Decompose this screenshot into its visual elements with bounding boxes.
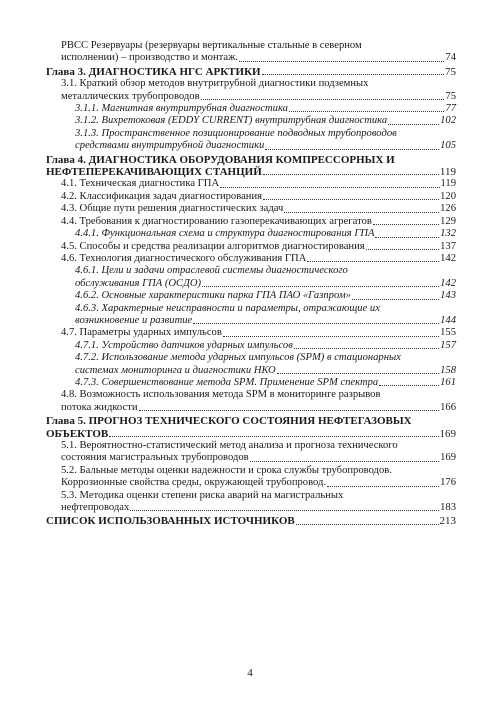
toc-entry-text: 5.3. Методика оценки степени риска аварий на магистральных — [61, 489, 344, 501]
toc-entry-text: 4.6.2. Основные характеристики парка ГПА ПАО «Газпром» — [75, 290, 351, 302]
toc-entry-text: НЕФТЕПЕРЕКАЧИВАЮЩИХ СТАНЦИЙ — [46, 166, 262, 179]
toc-page-number: 75 — [445, 90, 456, 102]
toc-entry[interactable] — [46, 327, 456, 339]
toc-page-number: 157 — [440, 339, 456, 351]
toc-entry-text: 4.6.1. Цели и задачи отраслевой системы диагностического — [75, 265, 348, 277]
toc-entry[interactable] — [46, 340, 456, 352]
toc-entry-text: 4.4. Требования к диагностированию газоперекачивающих агрегатов — [61, 215, 372, 227]
dot-leader — [201, 99, 445, 100]
toc-page-number: 102 — [440, 115, 456, 127]
toc-page-number: 169 — [439, 427, 456, 440]
toc-page-number: 213 — [439, 515, 456, 528]
dot-leader — [139, 410, 440, 411]
toc-entry[interactable] — [46, 115, 456, 127]
toc-entry-text: Глава 3. ДИАГНОСТИКА НГС АРКТИКИ — [46, 65, 261, 78]
toc-entry-text: СПИСОК ИСПОЛЬЗОВАННЫХ ИСТОЧНИКОВ — [46, 515, 295, 528]
toc-entry[interactable] — [46, 40, 456, 65]
dot-leader — [223, 336, 439, 337]
toc-entry-text: исполнении) – производство и монтаж. — [61, 52, 239, 64]
dot-leader — [263, 174, 439, 175]
toc-page-number: 75 — [445, 65, 456, 78]
dot-leader — [193, 323, 439, 324]
toc-entry-text: системах мониторинга и диагностики НКО — [75, 364, 276, 376]
toc-entry-text: потока жидкости — [61, 401, 138, 413]
dot-leader — [294, 348, 439, 349]
dot-leader — [265, 149, 439, 150]
dot-leader — [289, 111, 444, 112]
dot-leader — [307, 261, 439, 262]
toc-entry-text: металлических трубопроводов — [61, 90, 200, 102]
dot-leader — [130, 510, 439, 511]
toc-entry-text: Глава 5. ПРОГНОЗ ТЕХНИЧЕСКОГО СОСТОЯНИЯ НЕФТЕГАЗОВЫХ — [46, 415, 412, 428]
toc-entry[interactable] — [46, 465, 456, 490]
toc-entry-text: 4.8. Возможность использования метода SPM в мониторинге разрывов — [61, 389, 381, 401]
toc-entry-text: 4.7.3. Совершенствование метода SPM. Применение SPM спектра — [75, 376, 379, 388]
dot-leader — [277, 373, 439, 374]
dot-leader — [388, 124, 439, 125]
toc-entry-text: 4.2. Классификация задач диагностирования — [61, 190, 262, 202]
toc-entry-text: средствами внутритрубной диагностики — [75, 140, 265, 152]
toc-entry-text: 4.7.1. Устройство датчиков ударных импульсов — [75, 339, 293, 351]
toc-page-number: 183 — [440, 502, 456, 514]
toc-entry-text: 3.1. Краткий обзор методов внутритрубной диагностики подземных — [61, 78, 369, 90]
toc-entry-text: 5.1. Вероятностно-статистический метод анализа и прогноза технического — [61, 440, 398, 451]
toc-page-number: 161 — [440, 376, 456, 388]
toc-page-number: 176 — [440, 477, 456, 489]
page-number: 4 — [247, 667, 253, 679]
toc-entry-text: 4.7.2. Использование метода ударных импульсов (SPM) в стационарных — [75, 352, 401, 364]
toc-page-number: 166 — [440, 401, 456, 413]
toc-page-number: 158 — [440, 364, 456, 376]
dot-leader — [366, 249, 439, 250]
toc-page-number: 119 — [440, 178, 456, 190]
toc-entry[interactable] — [46, 352, 456, 377]
toc-entry-text: 4.6.3. Характерные неисправности и параметры, отражающие их — [75, 302, 380, 314]
toc-page-number: 144 — [440, 314, 456, 326]
toc-page-number: 142 — [440, 252, 456, 264]
toc-page-number: 105 — [440, 140, 456, 152]
toc-page-number: 132 — [440, 228, 456, 240]
dot-leader — [375, 237, 439, 238]
toc-page-number: 137 — [440, 240, 456, 252]
table-of-contents — [46, 40, 456, 528]
toc-entry-text: 4.6. Технология диагностического обслуживания ГПА — [61, 252, 307, 264]
toc-entry[interactable] — [46, 389, 456, 414]
toc-entry-text: обслуживания ГПА (ОСДО) — [75, 277, 202, 289]
toc-entry[interactable] — [46, 440, 456, 465]
dot-leader — [202, 286, 439, 287]
toc-entry-text: 3.1.1. Магнитная внутритрубная диагностика — [75, 103, 288, 115]
dot-leader — [262, 74, 444, 75]
toc-entry-text: 4.7. Параметры ударных импульсов — [61, 327, 222, 339]
toc-page-number: 143 — [440, 290, 456, 302]
toc-chapter-entry[interactable] — [46, 154, 456, 179]
toc-entry-text: состояния магистральных трубопроводов — [61, 452, 249, 464]
toc-entry[interactable] — [46, 78, 456, 103]
toc-entry-text: 4.1. Техническая диагностика ГПА — [61, 178, 220, 190]
dot-leader — [250, 461, 439, 462]
toc-entry[interactable] — [46, 191, 456, 203]
toc-entry-text: 4.5. Способы и средства реализации алгоритмов диагностирования — [61, 240, 365, 252]
toc-entry-text: РВСС Резервуары (резервуары вертикальные стальные в северном — [61, 40, 362, 51]
dot-leader — [296, 524, 439, 525]
toc-entry[interactable] — [46, 216, 456, 228]
toc-page-number: 120 — [440, 190, 456, 202]
toc-entry[interactable] — [46, 178, 456, 190]
dot-leader — [373, 224, 439, 225]
toc-entry[interactable] — [46, 265, 456, 290]
toc-entry-text: ОБЪЕКТОВ — [46, 427, 109, 440]
toc-entry[interactable] — [46, 290, 456, 302]
toc-entry-text: 3.1.3. Пространственное позиционирование подводных трубопроводов — [75, 127, 397, 139]
toc-chapter-entry[interactable] — [46, 415, 456, 440]
toc-page-number: 155 — [440, 327, 456, 339]
toc-page-number: 169 — [440, 452, 456, 464]
toc-entry-text: Коррозионные свойства среды, окружающей трубопровод. — [61, 477, 327, 489]
toc-page-number: 126 — [440, 203, 456, 215]
dot-leader — [379, 385, 439, 386]
toc-entry-text: возникновение и развитие — [75, 314, 193, 326]
dot-leader — [284, 212, 439, 213]
dot-leader — [327, 486, 439, 487]
toc-entry-text: 4.4.1. Функциональная схема и структура диагностирования ГПА — [75, 228, 375, 240]
toc-entry[interactable] — [46, 103, 456, 115]
toc-entry[interactable] — [46, 377, 456, 389]
toc-page-number: 119 — [439, 166, 456, 179]
dot-leader — [220, 187, 439, 188]
toc-page-number: 142 — [440, 277, 456, 289]
toc-entry-text: Глава 4. ДИАГНОСТИКА ОБОРУДОВАНИЯ КОМПРЕССОРНЫХ И — [46, 153, 395, 166]
toc-entry[interactable] — [46, 490, 456, 515]
toc-chapter-entry[interactable] — [46, 515, 456, 527]
toc-entry-text: 5.2. Бальные методы оценки надежности и срока службы трубопроводов. — [61, 464, 392, 476]
toc-entry[interactable] — [46, 241, 456, 253]
toc-entry[interactable] — [46, 228, 456, 240]
toc-entry[interactable] — [46, 253, 456, 265]
dot-leader — [352, 299, 439, 300]
toc-entry-text: нефтепроводах — [61, 502, 130, 514]
toc-entry[interactable] — [46, 303, 456, 328]
dot-leader — [109, 436, 438, 437]
toc-entry[interactable] — [46, 128, 456, 153]
toc-entry-text: 4.3. Общие пути решения диагностических задач — [61, 203, 284, 215]
toc-page-number: 129 — [440, 215, 456, 227]
dot-leader — [239, 61, 444, 62]
toc-page-number: 74 — [445, 52, 456, 64]
toc-page-number: 77 — [445, 103, 456, 115]
toc-entry-text: 3.1.2. Вихретоковая (EDDY CURRENT) внутритрубная диагностика — [75, 115, 388, 127]
toc-chapter-entry[interactable] — [46, 66, 456, 78]
dot-leader — [263, 199, 439, 200]
toc-entry[interactable] — [46, 203, 456, 215]
